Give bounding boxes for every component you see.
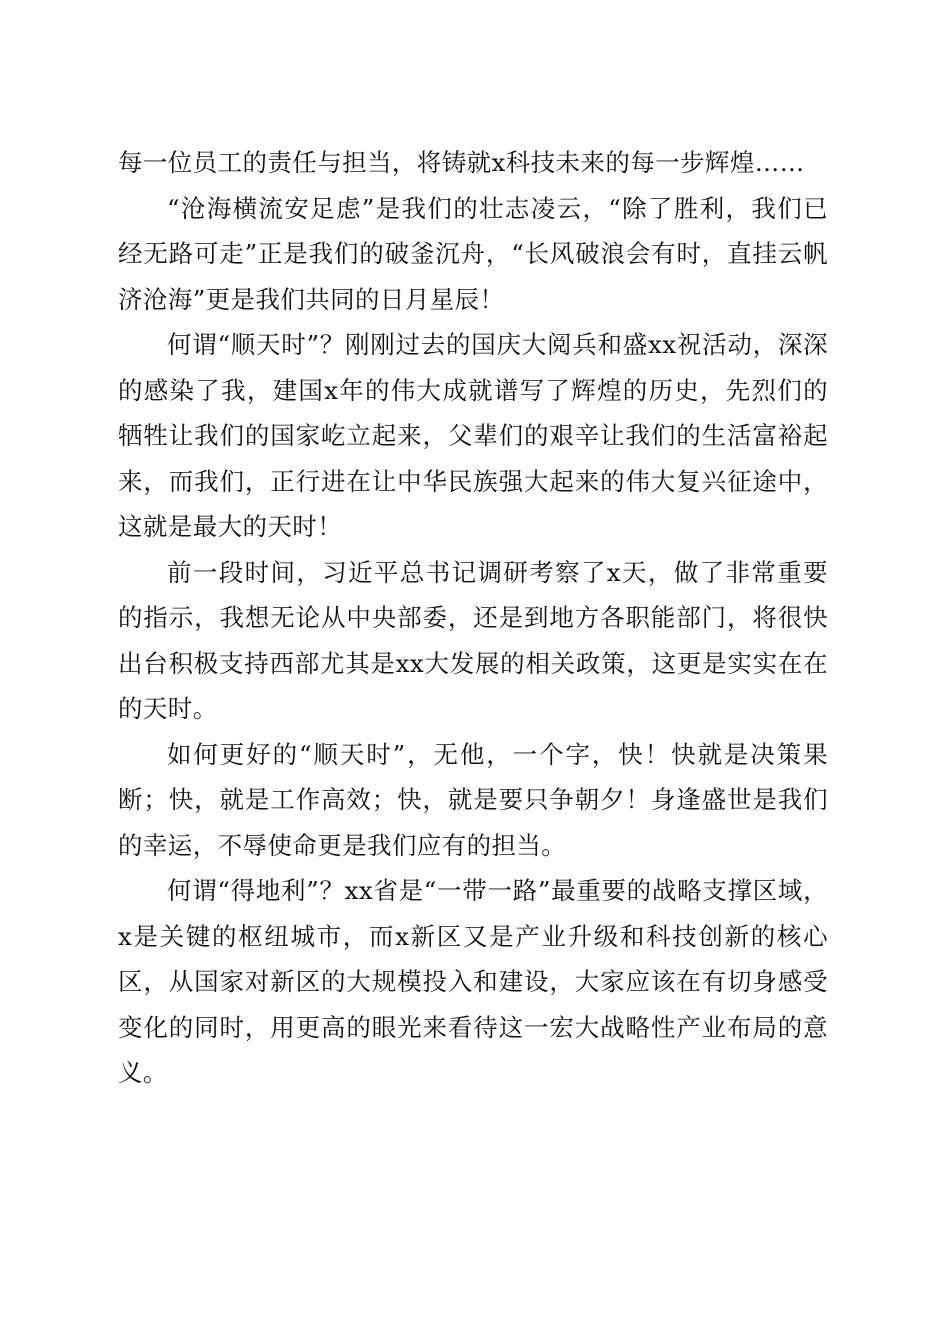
document-body <box>118 140 828 1096</box>
paragraph-speed: 如何更好的“顺天时”，无他，一个字，快！快就是决策果断；快，就是工作高效；快，就是要只争朝夕！身逢盛世是我们的幸运，不辱使命更是我们应有的担当。 <box>118 739 828 860</box>
paragraph-policy-timing: 前一段时间，习近平总书记调研考察了x天，做了非常重要的指示，我想无论从中央部委，还是到地方各职能部门，将很快出台积极支持西部尤其是xx大发展的相关政策，这更是实实在在的天时。 <box>118 557 828 723</box>
paragraph-geographic-advantage: 何谓“得地利”？xx省是“一带一路”最重要的战略支撑区域，x是关键的枢纽城市，而x新区又是产业升级和科技创新的核心区，从国家对新区的大规模投入和建设，大家应该在有切身感受变化的同时，用更高的眼光来看待这一宏大战略性产业布局的意义。 <box>118 876 828 1087</box>
paragraph-continuation: 每一位员工的责任与担当，将铸就x科技未来的每一步辉煌…… <box>118 148 805 177</box>
paragraph-heavenly-timing: 何谓“顺天时”？刚刚过去的国庆大阅兵和盛xx祝活动，深深的感染了我，建国x年的伟大成就谱写了辉煌的历史，先烈们的牺牲让我们的国家屹立起来，父辈们的艰辛让我们的生活富裕起来，而我们，正行进在让中华民族强大起来的伟大复兴征途中，这就是最大的天时！ <box>118 330 828 541</box>
paragraph-ambition: “沧海横流安足虑”是我们的壮志凌云，“除了胜利，我们已经无路可走”正是我们的破釜沉舟，“长风破浪会有时，直挂云帆济沧海”更是我们共同的日月星辰！ <box>118 193 828 314</box>
